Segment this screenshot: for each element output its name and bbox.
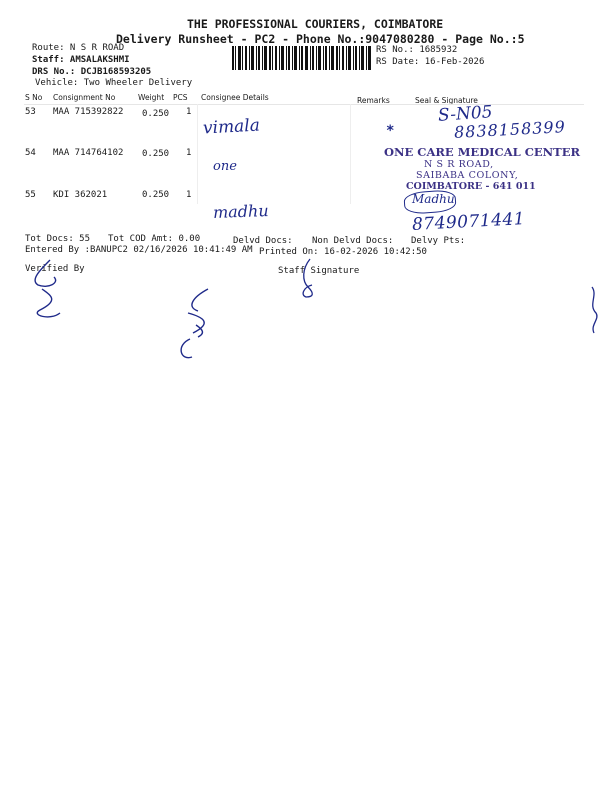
company-title: THE PROFESSIONAL COURIERS, COIMBATORE <box>187 17 444 31</box>
delivery-points: Delvy Pts: <box>411 236 466 246</box>
staff-signature-mark <box>294 255 324 300</box>
staff-label: Staff: AMSALAKSHMI <box>32 55 130 65</box>
col-header-pcs: PCS <box>173 93 188 102</box>
verified-by-label: Verified By <box>25 264 85 274</box>
handwritten-phone: 8749071441 <box>411 209 526 235</box>
row-weight: 0.250 <box>142 190 170 200</box>
delivered-docs: Delvd Docs: <box>233 236 293 246</box>
row-consignment: KDI 362021 <box>53 190 108 200</box>
row-sno: 53 <box>25 107 36 117</box>
row-weight: 0.250 <box>142 149 170 159</box>
col-header-sno: S No <box>25 93 43 102</box>
row-sno: 54 <box>25 148 36 158</box>
total-docs: Tot Docs: 55 <box>25 234 91 244</box>
stamp-line: SAIBABA COLONY, <box>416 170 519 181</box>
stamp-line: ONE CARE MEDICAL CENTER <box>384 145 581 159</box>
total-cod: Tot COD Amt: 0.00 <box>108 234 201 244</box>
printed-on: Printed On: 16-02-2026 10:42:50 <box>259 247 427 257</box>
col-header-seal: Seal & Signature <box>415 96 478 105</box>
handwritten-signature-name: Madhu <box>412 192 455 206</box>
handwritten-consignee: vimala <box>202 115 261 139</box>
non-delivered-docs: Non Delvd Docs: <box>312 236 394 246</box>
drs-label: DRS No.: DCJB168593205 <box>32 67 152 77</box>
col-header-consignment: Consignment No <box>53 93 116 102</box>
barcode-image <box>232 46 371 70</box>
staff-signature-label: Staff Signature <box>278 266 360 276</box>
route-label: Route: N S R ROAD <box>32 43 125 53</box>
row-consignment: MAA 715392822 <box>53 107 124 117</box>
row-pcs: 1 <box>186 148 192 158</box>
table-divider <box>24 104 584 105</box>
staff-signature-ink <box>168 283 228 363</box>
col-header-remarks: Remarks <box>357 96 390 105</box>
rs-number: RS No.: 1685932 <box>376 45 458 55</box>
row-consignment: MAA 714764102 <box>53 148 124 158</box>
stamp-line: COIMBATORE - 641 011 <box>406 181 536 192</box>
edge-ink-mark <box>586 285 600 335</box>
row-weight: 0.250 <box>142 109 170 119</box>
entered-by: Entered By :BANUPC2 02/16/2026 10:41:49 AM <box>25 245 253 255</box>
handwritten-consignee: madhu <box>212 201 269 222</box>
row-pcs: 1 <box>186 190 192 200</box>
col-header-weight: Weight <box>138 93 165 102</box>
handwritten-seal-note: S-N05 <box>437 102 494 126</box>
table-column-line <box>197 104 198 204</box>
row-pcs: 1 <box>186 107 192 117</box>
rs-date: RS Date: 16-Feb-2026 <box>376 57 485 67</box>
runsheet-subtitle: Delivery Runsheet - PC2 - Phone No.:9047080280 - Page No.:5 <box>116 32 525 46</box>
stamp-line: N S R ROAD, <box>424 159 494 170</box>
vehicle-label: Vehicle: Two Wheeler Delivery <box>35 78 193 88</box>
table-column-line <box>350 104 351 204</box>
handwritten-consignee: one <box>213 159 237 174</box>
col-header-consignee: Consignee Details <box>201 93 269 102</box>
handwritten-phone: 8838158399 <box>453 117 567 142</box>
remark-mark: * <box>386 123 395 139</box>
row-sno: 55 <box>25 190 36 200</box>
